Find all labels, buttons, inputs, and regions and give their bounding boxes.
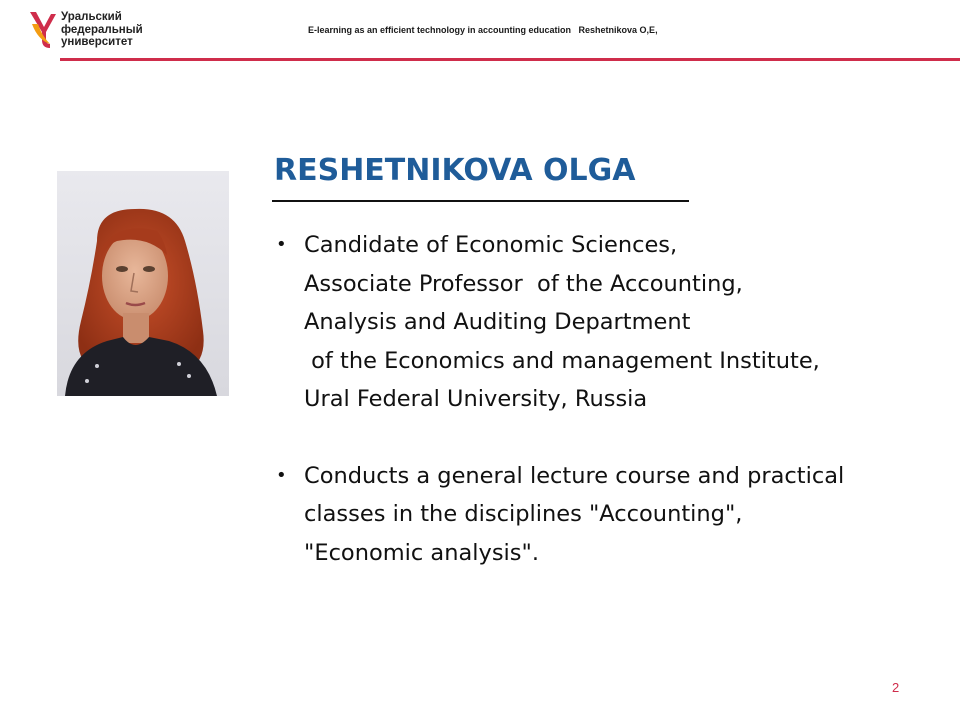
bullet-item-courses — [274, 457, 944, 573]
presentation-title: E-learning as an efficient technology in accounting education Reshetnikova O,E, — [308, 25, 658, 35]
logo-line-3: университет — [61, 36, 133, 48]
bullet-line: Conducts a general lecture course and practical — [304, 462, 845, 489]
ural-university-emblem-icon — [28, 10, 58, 50]
bullet-line: of the Economics and management Institute, — [304, 347, 820, 374]
person-name-heading: RESHETNIKOVA OLGA — [274, 153, 636, 188]
bullet-item-position — [274, 226, 944, 419]
bullet-line: Candidate of Economic Sciences, — [304, 232, 678, 258]
bullet-line: Analysis and Auditing Department — [304, 309, 691, 335]
profile-bullet-list — [274, 226, 944, 572]
bullet-dot-icon: • — [276, 464, 287, 486]
portrait-photo — [57, 171, 229, 396]
slide-page-number: 2 — [892, 680, 900, 695]
logo-line-2: федеральный — [61, 23, 143, 36]
bullet-dot-icon: • — [276, 234, 287, 255]
bullet-line: Associate Professor of the Accounting, — [304, 270, 743, 297]
university-name — [61, 11, 143, 49]
logo-line-1: Уральский — [61, 11, 122, 23]
bullet-line: Ural Federal University, Russia — [304, 386, 648, 412]
portrait-image — [57, 171, 229, 396]
name-underline — [272, 200, 689, 202]
header-divider — [60, 58, 960, 61]
university-logo — [28, 10, 168, 54]
bullet-line: classes in the disciplines "Accounting", — [304, 501, 743, 527]
bullet-line: "Economic analysis". — [304, 539, 540, 566]
